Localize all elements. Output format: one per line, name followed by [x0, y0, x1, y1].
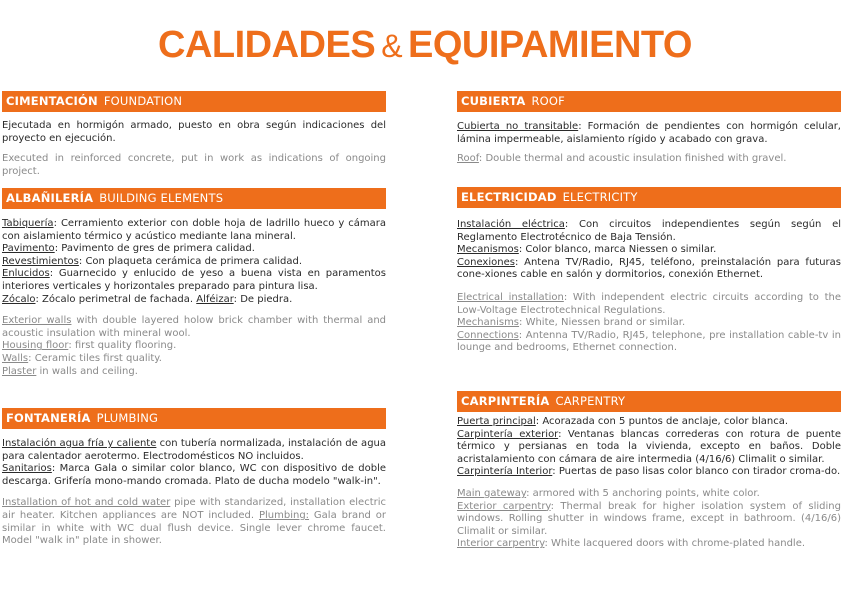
list-item: Main gateway: armored with 5 anchoring points, white color. — [457, 487, 760, 499]
list-item: Exterior walls with double layered holow brick chamber with thermal and acoustic insulation with mineral wool. — [2, 315, 387, 339]
list-item: Revestimientos: Con plaqueta cerámica de primera calidad. — [2, 255, 303, 267]
section-cimentacion — [2, 91, 386, 178]
section-header-albanileria: ALBAÑILERÍA BUILDING ELEMENTS — [2, 188, 386, 209]
list-item: Enlucidos: Guarnecido y enlucido de yeso a buena vista en paramentos interiores verticales y horizontales preparado para pintura lisa. — [2, 268, 386, 292]
list-item: Tabiquería: Cerramiento exterior con doble hoja de ladrillo hueco y cámara con aislamiento térmico y acústico mediante lana mineral. — [2, 218, 386, 242]
list-item: Mechanisms: White, Niessen brand or similar. — [457, 317, 686, 329]
title-part1: CALIDADES — [158, 24, 376, 66]
list-item: Pavimento: Pavimento de gres de primera calidad. — [2, 243, 255, 255]
albanileria-en — [2, 315, 386, 378]
section-carpinteria — [457, 391, 841, 551]
list-item: Puerta principal: Acorazada con 5 puntos de anclaje, color blanca. — [457, 416, 789, 427]
title-part2: EQUIPAMIENTO — [408, 24, 692, 66]
section-header-fontaneria: FONTANERÍA PLUMBING — [2, 408, 386, 429]
list-item: Carpintería Interior: Puertas de paso lisas color blanco con tirador croma-do. — [457, 466, 841, 478]
cubierta-en-text: Roof: Double thermal and acoustic insulation finished with gravel. — [457, 153, 787, 165]
list-item: Electrical installation: With independent electric circuits according to the Low-Voltage Electrotechnical Regulations. — [457, 291, 842, 316]
page-title — [0, 24, 850, 67]
list-item: Housing floor: first quality flooring. — [2, 340, 177, 352]
section-albanileria — [2, 188, 386, 378]
cimentacion-es-text: Ejecutada en hormigón armado, puesto en obra según indicaciones del proyecto en ejecución. — [2, 120, 386, 144]
electricidad-en — [457, 292, 841, 355]
albanileria-es — [2, 218, 386, 306]
list-item: Plaster in walls and ceiling. — [2, 365, 138, 377]
list-item: Connections: Antenna TV/Radio, RJ45, telephone, pre installation cable-tv in lounge and bedrooms, Ethernet connection. — [457, 329, 841, 354]
section-cubierta — [457, 91, 841, 166]
list-item: Interior carpentry: White lacquered doors with chrome-plated handle. — [457, 538, 806, 550]
section-header-cimentacion: CIMENTACIÓN FOUNDATION — [2, 91, 386, 112]
electricidad-es — [457, 219, 841, 282]
section-header-electricidad: ELECTRICIDAD ELECTRICITY — [457, 187, 841, 208]
list-item: Carpintería exterior: Ventanas blancas correderas con rotura de puente térmico y persianas en toda la vivienda, excepto en baños. Doble acristalamiento con cámara de aire intermedia (4/16/6) Climalit o similar. — [457, 428, 841, 465]
list-item: Conexiones: Antena TV/Radio, RJ45, teléfono, preinstalación para futuras cone-xiones cable en salón y dormitorios, conexión Ethernet. — [457, 256, 841, 281]
list-item: Mecanismos: Color blanco, marca Niessen o similar. — [457, 244, 717, 256]
title-ampersand: & — [381, 28, 403, 64]
list-item: Walls: Ceramic tiles first quality. — [2, 352, 162, 364]
fontaneria-en-text: Installation of hot and cold water pipe with standarized, installation electric air heater. Kitchen appliances are NOT included. Plumbing: Gala brand or similar in white with WC dual flush device. Single lever chrome faucet. Model "walk in" plate in shower. — [2, 497, 387, 547]
section-electricidad — [457, 187, 841, 355]
carpinteria-es — [457, 416, 841, 479]
list-item: Exterior carpentry: Thermal break for higher isolation system of sliding windows. Rolling shutter in windows frame, except in bathroom. (4/16/6) Climalit or similar. — [457, 500, 841, 537]
section-header-cubierta: CUBIERTA ROOF — [457, 91, 841, 112]
list-item: Sanitarios: Marca Gala o similar color blanco, WC con dispositivo de doble descarga. Grifería mono-mando cromada. Plato de ducha modelo "walk-in". — [2, 463, 386, 487]
section-header-carpinteria: CARPINTERÍA CARPENTRY — [457, 391, 841, 412]
cubierta-es-text: Cubierta no transitable: Formación de pendientes con hormigón celular, lámina impermeable, aislamiento rígido y acabado con grava. — [457, 121, 841, 145]
carpinteria-en — [457, 488, 841, 551]
section-fontaneria — [2, 408, 386, 548]
fontaneria-es — [2, 438, 386, 488]
list-item: Instalación eléctrica: Con circuitos independientes según según el Reglamento Electrotécnico de Baja Tensión. — [457, 219, 841, 243]
list-item: Zócalo: Zócalo perimetral de fachada. Alféizar: De piedra. — [2, 293, 293, 305]
cimentacion-en-text: Executed in reinforced concrete, put in work as indications of ongoing project. — [2, 153, 386, 177]
list-item: Instalación agua fría y caliente con tubería normalizada, instalación de agua para calentador aerotermo. Electrodomésticos NO incluidos. — [2, 438, 387, 462]
